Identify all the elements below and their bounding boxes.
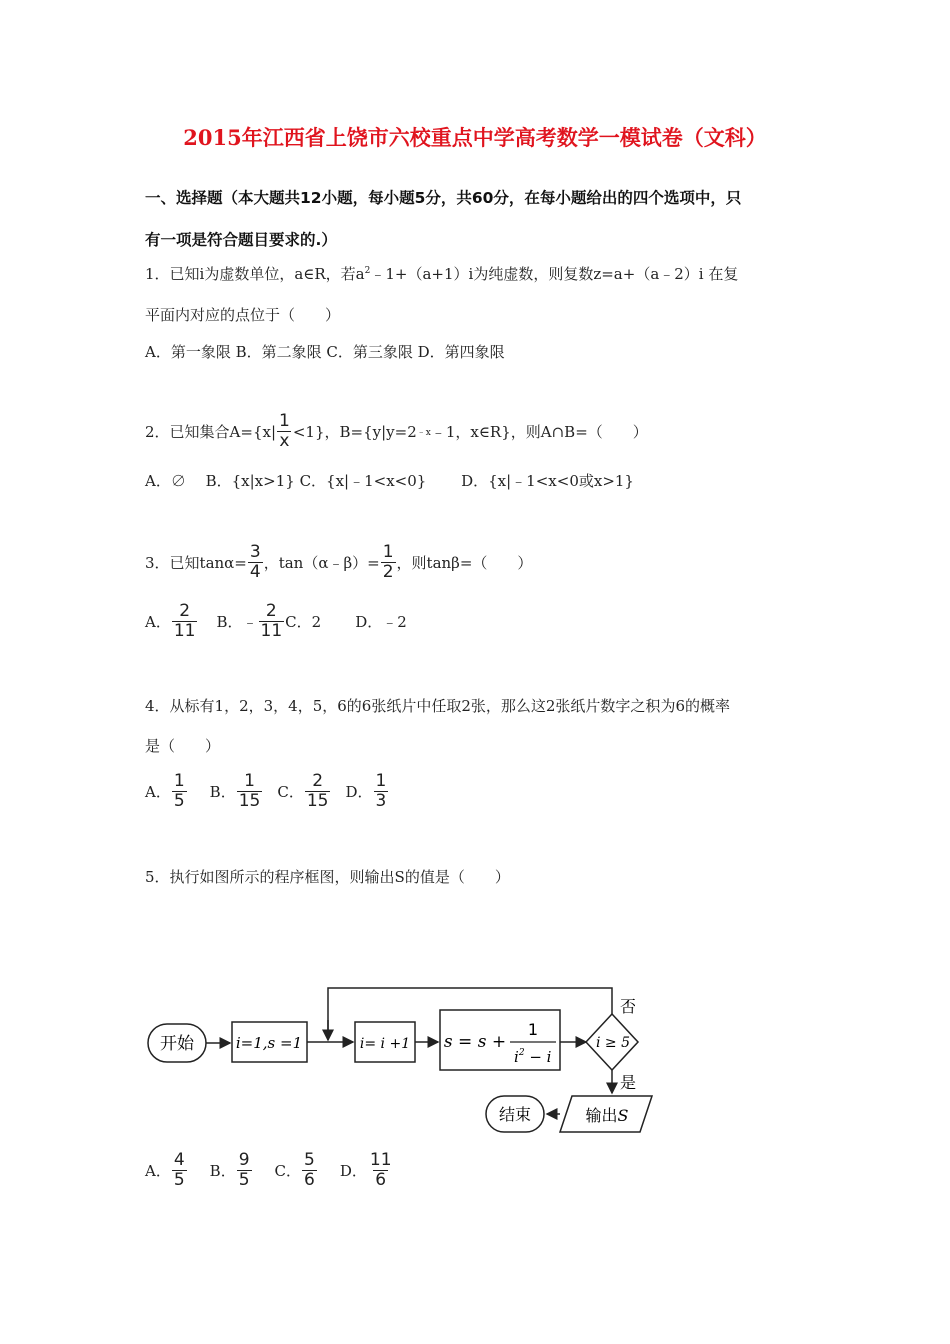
q1-stem-b: ﹣1+（a+1）i为纯虚数，则复数z=a+（a﹣2）i 在复	[370, 265, 739, 283]
q4-optA-frac	[172, 770, 187, 811]
q3-optA-num: 2	[179, 600, 191, 621]
flow-assign-num: 1	[527, 1020, 539, 1039]
q5-optD-num: 11	[369, 1149, 392, 1170]
q4-options	[145, 767, 389, 815]
flow-start-label: 开始	[160, 1034, 194, 1054]
q4-optB-num: 1	[244, 770, 255, 791]
flow-end-label: 结束	[498, 1105, 532, 1124]
q5-optC-den: 6	[304, 1169, 315, 1190]
q4-optB-label: B．	[209, 782, 236, 801]
q5-optD-den: 6	[375, 1169, 387, 1190]
q5-optC-num: 5	[304, 1149, 315, 1170]
q5-optB-label: B．	[209, 1161, 236, 1180]
q3-frac-2	[381, 541, 396, 582]
flow-assign-lhs: s = s +	[443, 1032, 507, 1052]
q3-optA-den: 11	[173, 620, 196, 641]
q3-optC: C．2	[285, 612, 322, 631]
q5-optC-frac	[302, 1149, 317, 1190]
q3-optB-label: B．﹣	[216, 612, 258, 631]
q4-optD-num: 1	[375, 770, 387, 791]
q2-frac-num: 1	[279, 410, 290, 431]
q2-frac-den: x	[279, 430, 290, 451]
q5-optB-den: 5	[238, 1169, 250, 1190]
q2-stem	[145, 404, 648, 458]
q4-optC-num: 2	[312, 770, 324, 791]
q4-optB-den: 15	[238, 790, 261, 811]
q3-stem-c: ，则tanβ=（ ）	[396, 553, 533, 572]
q2-stem-a: 2．已知集合A={x|	[145, 422, 277, 441]
q4-optD-den: 3	[375, 790, 387, 811]
q2-stem-b: <1}，B={y|y=2	[292, 422, 417, 441]
q2-stem-c: ﹣1，x∈R}，则A∩B=（ ）	[430, 422, 648, 441]
q4-optA-label: A．	[145, 782, 171, 801]
q1-line1	[145, 263, 738, 284]
q5-optD-label: D．	[339, 1161, 367, 1180]
q3-optA-label: A．	[145, 612, 171, 631]
flow-no-label: 否	[620, 997, 637, 1016]
q4-optB-frac	[237, 770, 263, 811]
q3-frac-1	[248, 541, 263, 582]
page-title: 2015年江西省上饶市六校重点中学高考数学一模试卷（文科）	[183, 125, 767, 150]
flow-decision-label: i ≥ 5	[595, 1035, 631, 1051]
q3-optD: D．﹣2	[355, 612, 407, 631]
q2-fraction	[277, 410, 292, 451]
q5-stem: 5．执行如图所示的程序框图，则输出S的值是（ ）	[145, 868, 510, 886]
q3-f1-den: 4	[249, 561, 261, 582]
q3-optA-frac	[172, 600, 198, 641]
q4-line2: 是（ ）	[145, 737, 221, 755]
q3-f1-num: 3	[249, 541, 261, 562]
q3-stem	[145, 536, 532, 588]
flow-increment-text: i= i +1	[359, 1036, 411, 1052]
q4-optA-num: 1	[173, 770, 185, 791]
q5-optB-num: 9	[238, 1149, 250, 1170]
q1-sup: 2	[364, 266, 371, 276]
q4-line1: 4．从标有1，2，3，4，5，6的6张纸片中任取2张，那么这2张纸片数字之积为6的概率	[145, 697, 730, 715]
q5-flowchart	[140, 980, 660, 1140]
q5-optA-frac	[172, 1149, 187, 1190]
q4-optC-den: 15	[306, 790, 329, 811]
q3-options	[145, 597, 407, 645]
q4-optD-label: D．	[345, 782, 373, 801]
q5-optB-frac	[237, 1149, 252, 1190]
q1-line2: 平面内对应的点位于（ ）	[145, 306, 341, 324]
q1-stem-a: 1．已知i为虚数单位，a∈R，若a	[145, 265, 365, 283]
q3-f2-num: 1	[382, 541, 394, 562]
q3-optB-num: 2	[265, 600, 277, 621]
q3-f2-den: 2	[382, 561, 394, 582]
q2-sup: ﹣x	[416, 427, 431, 438]
q2-options: A．∅ B．{x|x>1} C．{x|﹣1<x<0} D．{x|﹣1<x<0或x>1}	[145, 472, 634, 490]
q4-optC-label: C．	[277, 782, 304, 801]
q1-options: A．第一象限 B．第二象限 C．第三象限 D．第四象限	[145, 343, 505, 361]
q3-stem-a: 3．已知tanα=	[145, 553, 247, 572]
q5-options	[145, 1146, 395, 1194]
flow-yes-label: 是	[620, 1073, 637, 1092]
q4-optD-frac	[374, 770, 389, 811]
q5-optA-num: 4	[173, 1149, 185, 1170]
q3-optB-frac	[259, 600, 285, 641]
q3-stem-b: ，tan（α﹣β）=	[263, 553, 380, 572]
flow-assign-den: $i^2 - i$	[514, 1048, 552, 1066]
q4-optC-frac	[305, 770, 331, 811]
q5-optA-den: 5	[173, 1169, 185, 1190]
q5-optC-label: C．	[274, 1161, 302, 1180]
q4-optA-den: 5	[173, 790, 185, 811]
flow-output-label: 输出S	[585, 1106, 629, 1125]
section-header-line2: 有一项是符合题目要求的.）	[145, 231, 337, 249]
flow-init-text: i=1,s =1	[235, 1034, 303, 1052]
section-header-line1: 一、选择题（本大题共12小题，每小题5分，共60分，在每小题给出的四个选项中，只	[145, 189, 742, 207]
q5-optD-frac	[368, 1149, 394, 1190]
q3-optB-den: 11	[260, 620, 283, 641]
q5-optA-label: A．	[145, 1161, 171, 1180]
